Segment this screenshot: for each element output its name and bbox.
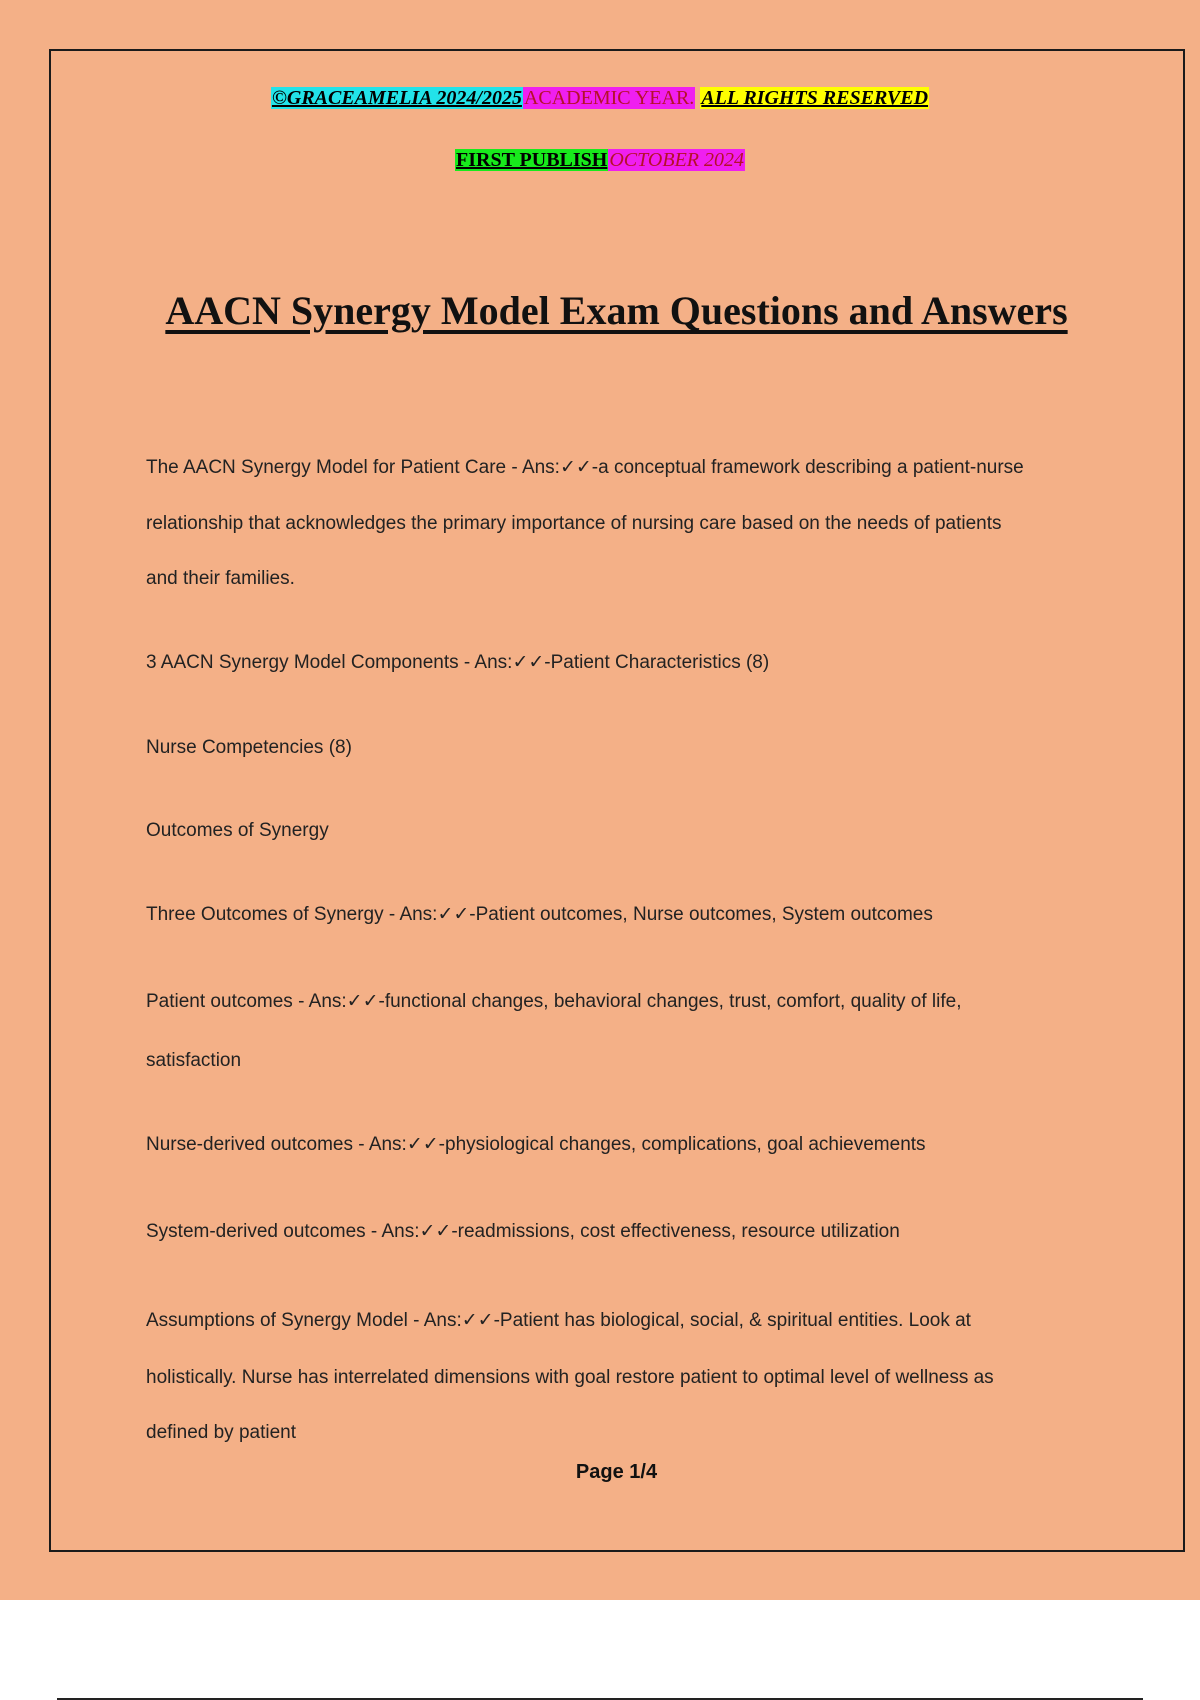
body-line: Three Outcomes of Synergy - Ans:✓✓-Patient outcomes, Nurse outcomes, System outcomes [146,904,933,925]
body-line: Patient outcomes - Ans:✓✓-functional changes, behavioral changes, trust, comfort, quality of life, [146,991,962,1012]
page-number: Page 1/4 [575,1461,658,1483]
publish-date-label: OCTOBER 2024 [609,149,744,171]
body-line: defined by patient [146,1422,297,1443]
rights-reserved-label: ALL RIGHTS RESERVED [701,87,929,109]
first-publish-label: FIRST PUBLISH [456,149,608,171]
body-line: holistically. Nurse has interrelated dimensions with goal restore patient to optimal level of wellness as [146,1367,994,1388]
body-line: Nurse-derived outcomes - Ans:✓✓-physiological changes, complications, goal achievements [146,1134,926,1155]
body-line: The AACN Synergy Model for Patient Care - Ans:✓✓-a conceptual framework describing a patient-nurse [146,457,1024,478]
body-line: and their families. [146,568,295,589]
academic-year-label: ACADEMIC YEAR. [523,87,695,109]
header-line-1 [0,85,1200,111]
copyright-label: ©GRACEAMELIA 2024/2025 [271,87,522,109]
body-line: System-derived outcomes - Ans:✓✓-readmissions, cost effectiveness, resource utilization [146,1221,900,1242]
body-line: Assumptions of Synergy Model - Ans:✓✓-Patient has biological, social, & spiritual entities. Look at [146,1310,971,1331]
body-line: 3 AACN Synergy Model Components - Ans:✓✓-Patient Characteristics (8) [146,652,770,673]
body-line: Nurse Competencies (8) [146,737,352,758]
body-line: Outcomes of Synergy [146,820,329,841]
body-line: relationship that acknowledges the primary importance of nursing care based on the needs of patients [146,513,1002,534]
document-title: AACN Synergy Model Exam Questions and Answers [165,288,1068,333]
header-line-2 [0,147,1200,173]
body-line: satisfaction [146,1050,242,1071]
